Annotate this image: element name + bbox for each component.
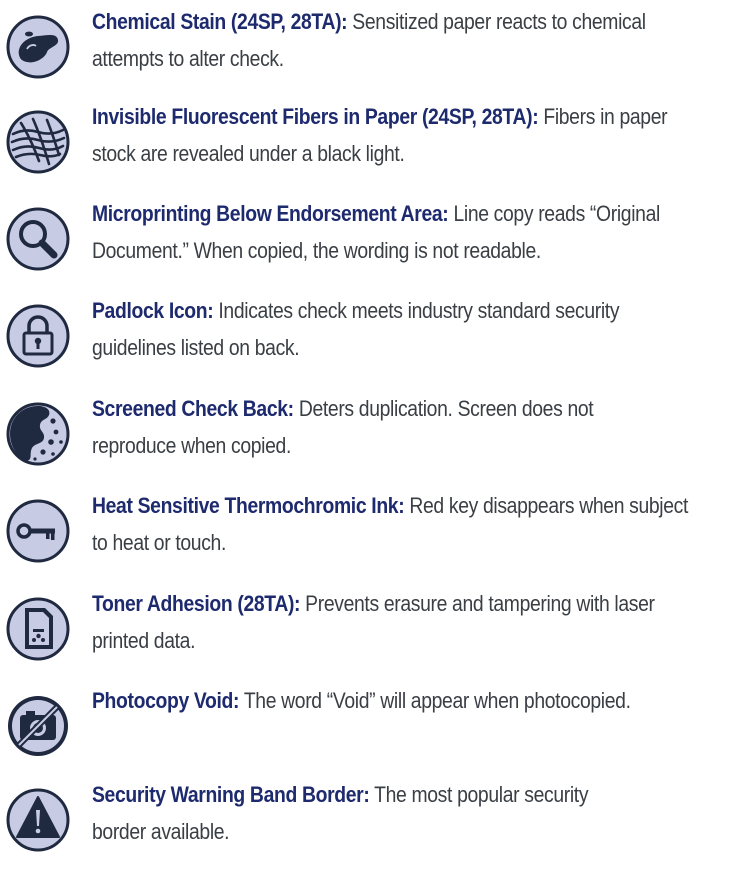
feature-term: Chemical Stain (24SP, 28TA): bbox=[92, 9, 348, 34]
feature-term: Security Warning Band Border: bbox=[92, 782, 370, 807]
feature-desc-line: The word “Void” will appear when photocopied. bbox=[243, 688, 631, 713]
feature-photocopy-void bbox=[0, 682, 750, 762]
fibers-icon bbox=[5, 109, 71, 175]
warning-icon bbox=[5, 787, 71, 853]
feature-desc-line: attempts to alter check. bbox=[92, 46, 284, 71]
feature-text bbox=[92, 3, 747, 77]
feature-desc-line: stock are revealed under a black light. bbox=[92, 141, 405, 166]
feature-desc-line: Deters duplication. Screen does not bbox=[298, 396, 594, 421]
feature-desc-line: guidelines listed on back. bbox=[92, 335, 300, 360]
feature-microprinting bbox=[0, 195, 750, 275]
padlock-icon bbox=[5, 303, 71, 369]
feature-term: Screened Check Back: bbox=[92, 396, 294, 421]
feature-fluorescent-fibers bbox=[0, 98, 750, 178]
feature-text bbox=[92, 487, 747, 561]
chemical-stain-icon bbox=[5, 14, 71, 80]
feature-padlock bbox=[0, 292, 750, 372]
feature-desc-line: Line copy reads “Original bbox=[453, 201, 660, 226]
screened-dots-icon bbox=[5, 401, 71, 467]
feature-text bbox=[92, 195, 747, 269]
feature-chemical-stain bbox=[0, 3, 750, 83]
feature-text bbox=[92, 292, 747, 366]
feature-text bbox=[92, 390, 747, 464]
feature-desc-line: to heat or touch. bbox=[92, 530, 226, 555]
feature-desc-line: Sensitized paper reacts to chemical bbox=[352, 9, 646, 34]
feature-desc-line: Prevents erasure and tampering with laser bbox=[305, 591, 655, 616]
feature-desc-line: Indicates check meets industry standard security bbox=[218, 298, 620, 323]
toner-document-icon bbox=[5, 596, 71, 662]
feature-term: Heat Sensitive Thermochromic Ink: bbox=[92, 493, 405, 518]
feature-desc-line: The most popular security bbox=[374, 782, 589, 807]
feature-text bbox=[92, 776, 747, 850]
feature-screened-check-back bbox=[0, 390, 750, 470]
key-icon bbox=[5, 498, 71, 564]
feature-thermochromic-ink bbox=[0, 487, 750, 567]
feature-text bbox=[92, 585, 747, 659]
feature-desc-line: border available. bbox=[92, 819, 230, 844]
feature-term: Toner Adhesion (28TA): bbox=[92, 591, 301, 616]
magnifier-icon bbox=[5, 206, 71, 272]
feature-term: Photocopy Void: bbox=[92, 688, 240, 713]
feature-desc-line: Fibers in paper bbox=[543, 104, 668, 129]
feature-toner-adhesion bbox=[0, 585, 750, 665]
feature-desc-line: reproduce when copied. bbox=[92, 433, 291, 458]
feature-term: Microprinting Below Endorsement Area: bbox=[92, 201, 449, 226]
feature-term: Invisible Fluorescent Fibers in Paper (24SP, 28TA): bbox=[92, 104, 539, 129]
feature-term: Padlock Icon: bbox=[92, 298, 214, 323]
feature-text bbox=[92, 682, 747, 719]
no-camera-icon bbox=[5, 693, 71, 759]
feature-text bbox=[92, 98, 747, 172]
feature-desc-line: Red key disappears when subject bbox=[409, 493, 689, 518]
feature-desc-line: Document.” When copied, the wording is not readable. bbox=[92, 238, 541, 263]
feature-desc-line: printed data. bbox=[92, 628, 196, 653]
feature-warning-band bbox=[0, 776, 750, 856]
